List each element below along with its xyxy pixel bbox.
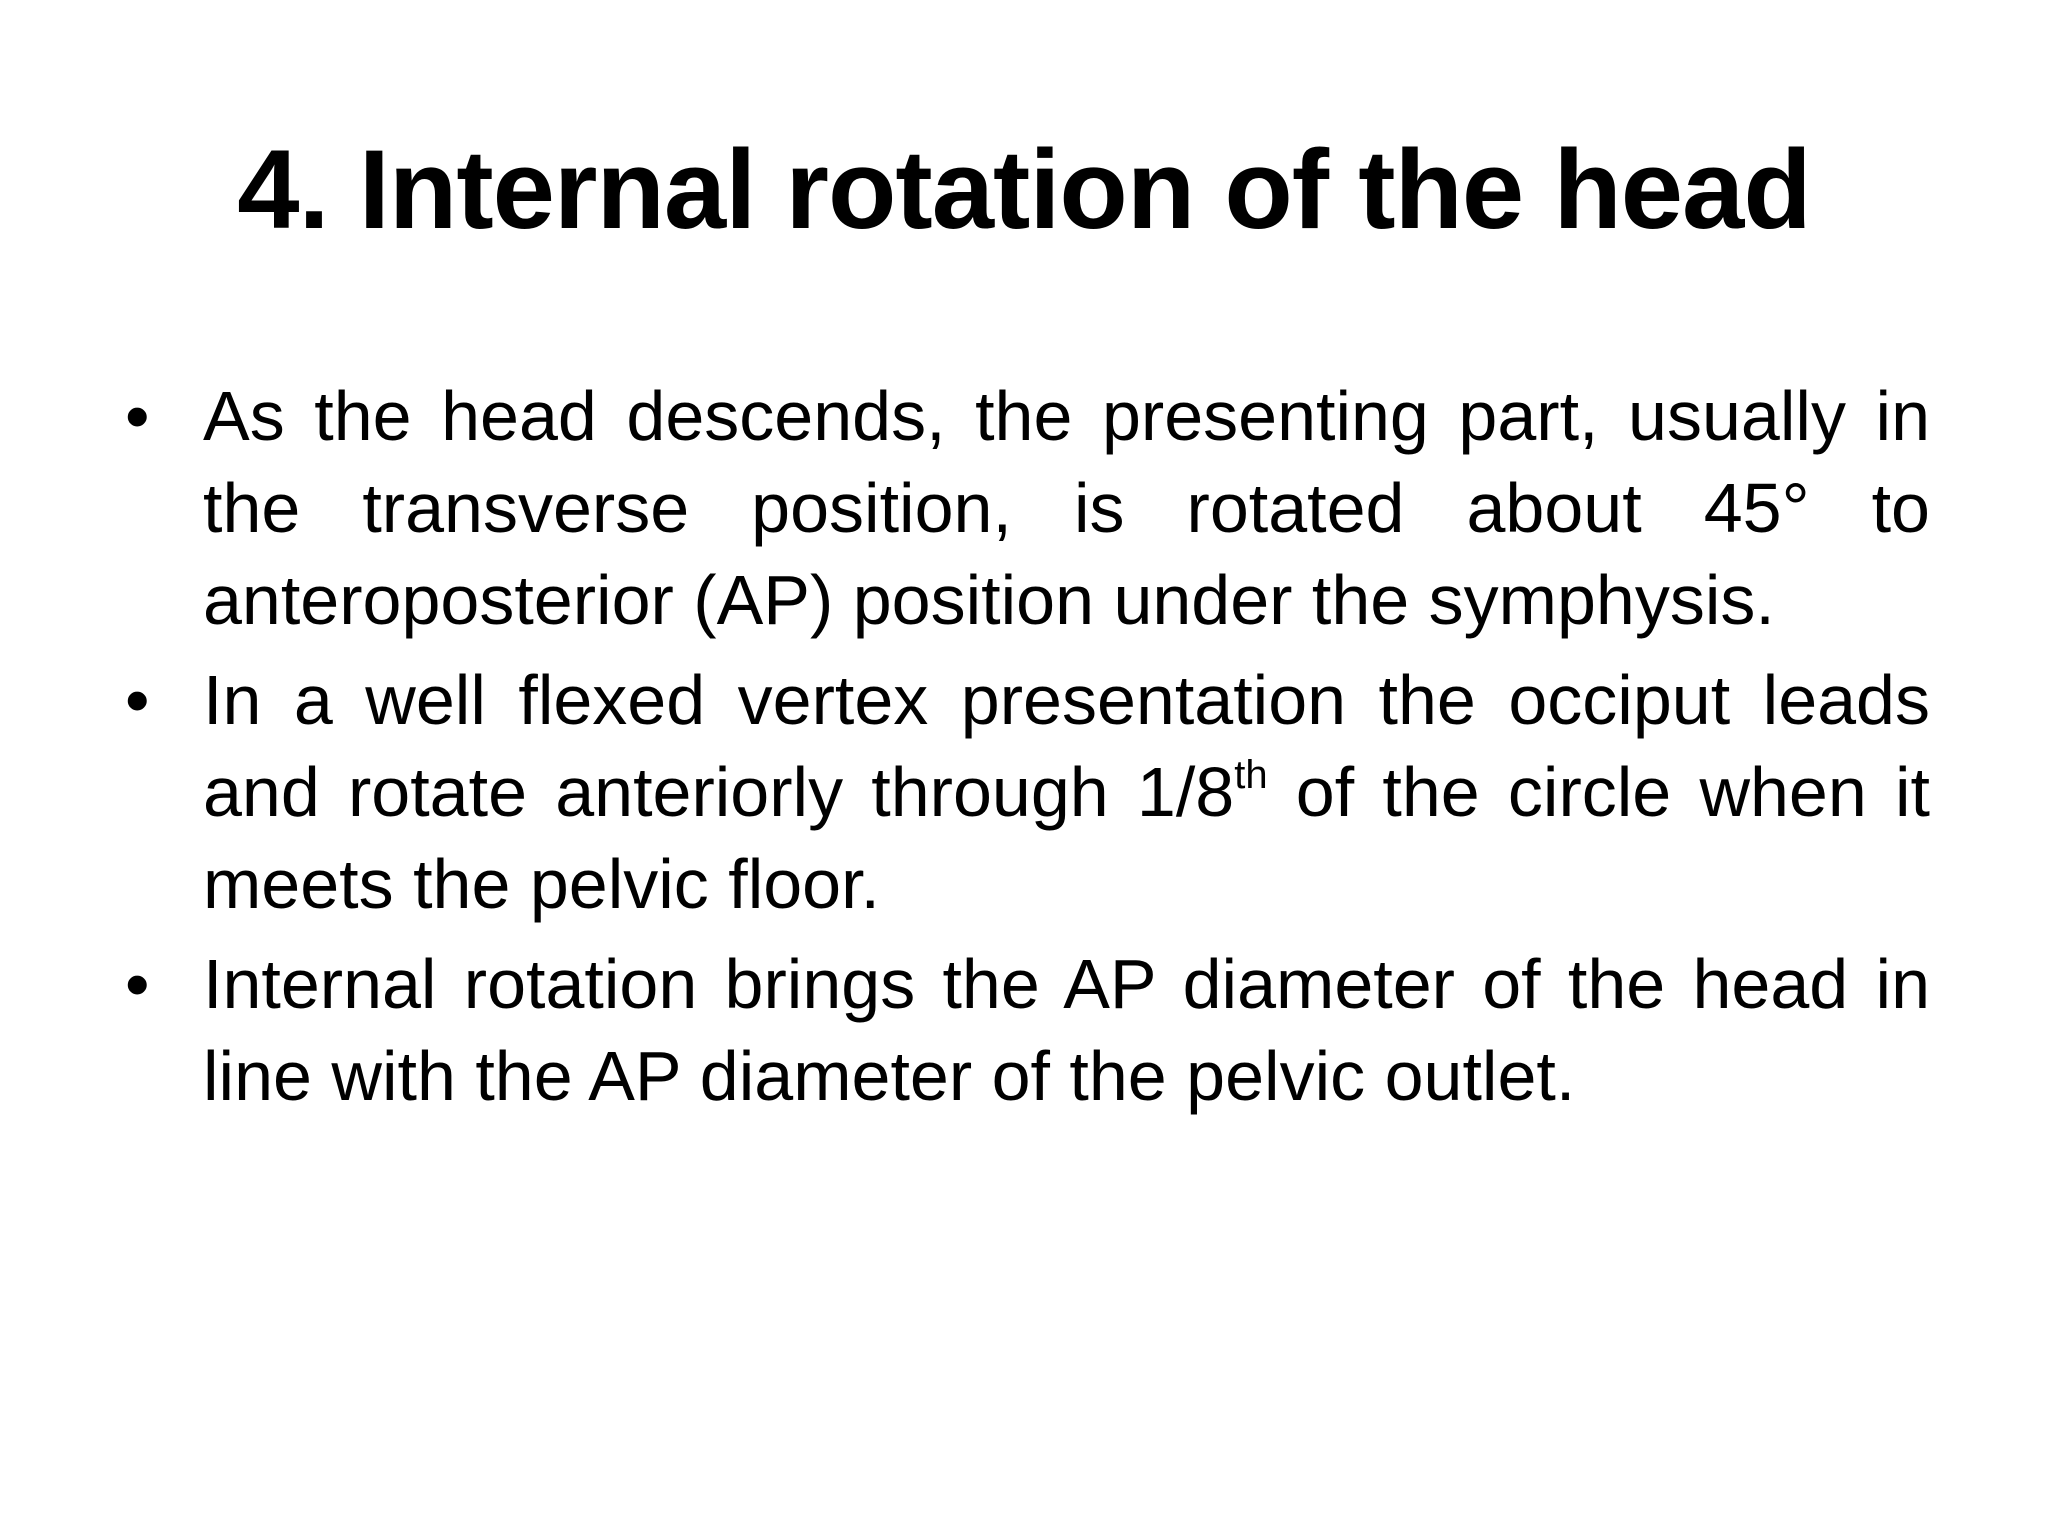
bullet-marker: • <box>125 661 150 739</box>
bullet-item-2 <box>125 654 1930 930</box>
bullet-marker: • <box>125 945 150 1023</box>
bullet-text-start: In a well flexed vertex presentation the occiput leads and rotate anteriorly through 1/8 <box>203 661 1930 831</box>
bullet-text: As the head descends, the presenting part, usually in the transverse position, is rotated about 45° to anteroposterior (AP) position under the symphysis. <box>203 377 1930 639</box>
bullet-text-end: of the circle when it meets the pelvic floor. <box>203 753 1930 923</box>
bullet-item-3 <box>125 938 1930 1122</box>
bullet-list <box>125 370 1930 1130</box>
ordinal-superscript: th <box>1234 753 1268 797</box>
bullet-text: Internal rotation brings the AP diameter of the head in line with the AP diameter of the pelvic outlet. <box>203 945 1930 1115</box>
bullet-item-1 <box>125 370 1930 646</box>
slide-title: 4. Internal rotation of the head <box>237 127 1811 252</box>
bullet-marker: • <box>125 377 150 455</box>
